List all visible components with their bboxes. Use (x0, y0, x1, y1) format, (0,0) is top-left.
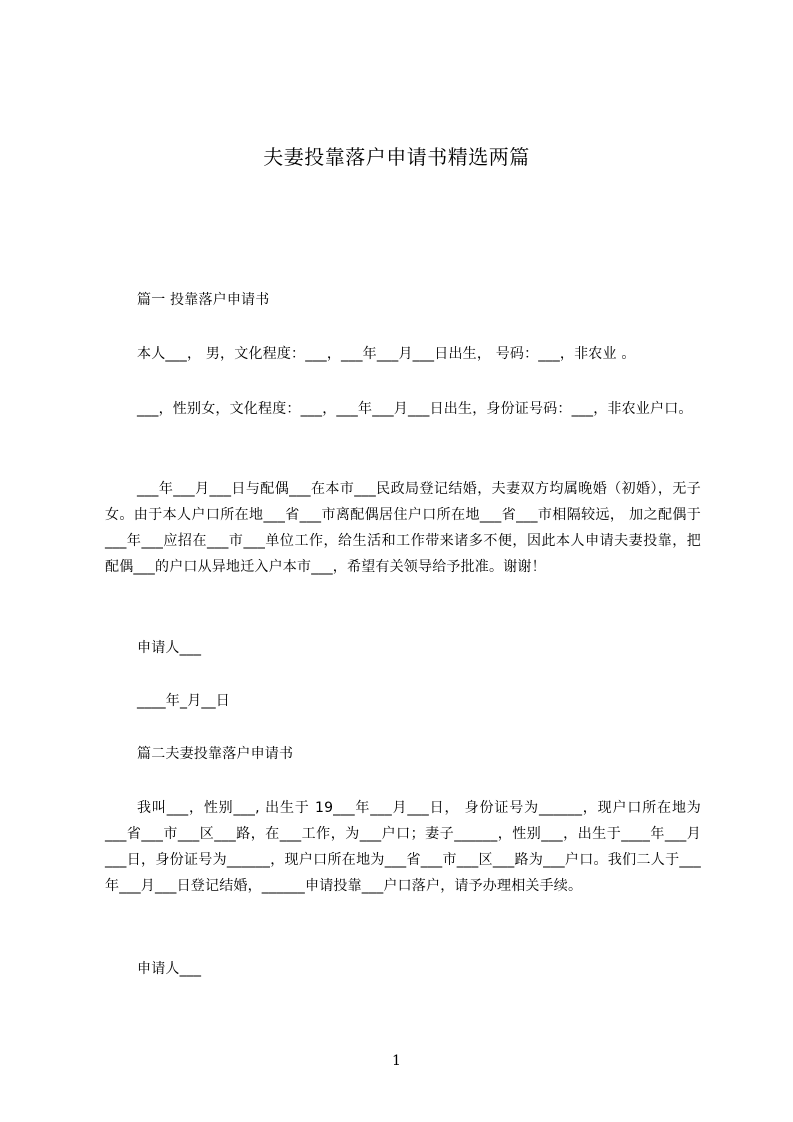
part1-applicant: 申请人___ (137, 640, 202, 656)
part2-paragraph-1: 我叫___，性别___, 出生于 19___年___月___日， 身份证号为______，现户口所在地为___省___市___区___路，在___工作，为___户口；妻子______，性别___，出生于____年___月___日，身份证号为______，现户口所在地为___省___市___区___路为___户口。我们二人于___年___月___日登记结婚，______申请投靠___户口落户，请予办理相关手续。 (105, 800, 701, 894)
part1-paragraph-3: ___年___月___日与配偶___在本市___民政局登记结婚，夫妻双方均属晚婚（初婚），无子女。由于本人户口所在地___省___市离配偶居住户口所在地___省___市相隔较远， 加之配偶于___年___应招在___市___单位工作，给生活和工作带来诸多不便，因此本人申请夫妻投靠，把配偶___的户口从异地迁入户本市___，希望有关领导给予批准。谢谢！ (105, 481, 701, 575)
part1-paragraph-2: ___，性别女，文化程度：___，___年___月___日出生，身份证号码：___，非农业户口。 (137, 401, 693, 417)
page-number: 1 (392, 1053, 401, 1069)
part1-date: ____年_月__日 (137, 693, 230, 709)
part2-applicant: 申请人___ (137, 961, 202, 977)
part1-heading: 篇一 投靠落户申请书 (137, 292, 270, 308)
part1-paragraph-1: 本人___， 男，文化程度：___，___年___月___日出生， 号码：___，非农业 。 (137, 346, 636, 362)
document-title: 夫妻投靠落户申请书精选两篇 (263, 145, 530, 169)
part2-heading: 篇二夫妻投靠落户申请书 (137, 746, 294, 762)
